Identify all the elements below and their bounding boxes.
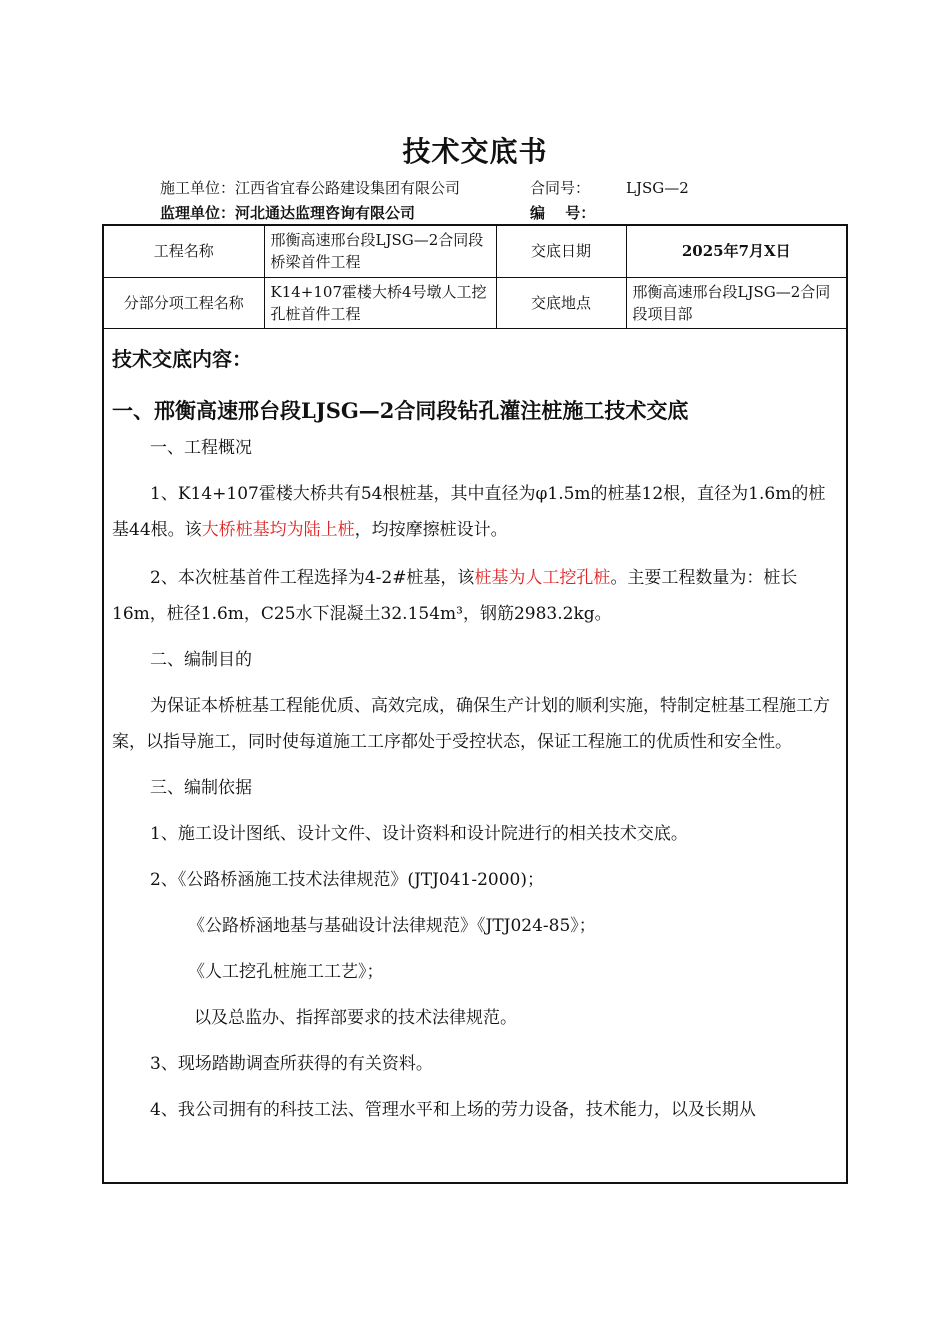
document-title: 技术交底书 [402, 135, 548, 168]
construction-unit-line [160, 177, 460, 198]
project-name-label: 工程名称 [104, 226, 264, 277]
info-table [104, 226, 846, 329]
paragraph: 1、施工设计图纸、设计文件、设计资料和设计院进行的相关技术交底。 [150, 824, 688, 844]
paragraph: 4、我公司拥有的科技工法、管理水平和上场的劳力设备，技术能力，以及长期从 [150, 1100, 756, 1120]
paragraph: 《人工挖孔桩施工工艺》； [188, 962, 384, 982]
number-line [530, 202, 595, 223]
paragraph: 为保证本桥桩基工程能优质、高效完成，确保生产计划的顺利实施，特制定桩基工程施工方案，以指导施工，同时使每道施工工序都处于受控状态，保证工程施工的优质性和安全性。 [112, 696, 830, 752]
supervision-unit-line [160, 202, 415, 223]
paragraph [112, 560, 840, 632]
project-name-value: 邢衡高速邢台段LJSG—2合同段桥梁首件工程 [264, 226, 496, 277]
paragraph [112, 476, 840, 548]
section-title-basis: 三、编制依据 [150, 778, 252, 798]
contract-value: LJSG—2 [626, 179, 689, 197]
number-label: 编 号： [530, 204, 596, 222]
paragraph-text: ，均按摩擦桩设计。 [354, 520, 508, 540]
paragraph: 2、《公路桥涵施工技术法律规范》(JTJ041-2000)； [150, 870, 545, 890]
paragraph-text: 2、本次桩基首件工程选择为4-2#桩基，该 [150, 568, 475, 588]
paragraph: 《公路桥涵地基与基础设计法律规范》《JTJ024-85》； [188, 916, 596, 936]
location-label: 交底地点 [496, 277, 626, 328]
section-title-overview: 一、工程概况 [150, 438, 252, 458]
location-value: 邢衡高速邢台段LJSG—2合同段项目部 [626, 277, 846, 328]
main-title: 一、邢衡高速邢台段LJSG—2合同段钻孔灌注桩施工技术交底 [112, 398, 689, 423]
disclosure-form [102, 224, 848, 1184]
table-row [104, 277, 846, 328]
paragraph: 3、现场踏勘调查所获得的有关资料。 [150, 1054, 433, 1074]
supervision-unit-label: 监理单位： [160, 204, 236, 222]
disclosure-content [112, 344, 840, 1128]
paragraph: 以及总监办、指挥部要求的技术法律规范。 [194, 1008, 517, 1028]
contract-label: 合同号： [530, 179, 591, 197]
content-heading: 技术交底内容： [112, 347, 252, 371]
date-value: 2025年7月X日 [626, 226, 846, 277]
supervision-unit-value: 河北通达监理咨询有限公司 [235, 204, 416, 222]
contract-line [530, 177, 689, 198]
highlight-text: 大桥桩基均为陆上桩 [201, 520, 355, 540]
paragraph-text: 1、K14+107霍楼大桥共有54根桩基，其中直径为φ1.5m的桩基12根，直径为1.6m的桩基44根。该 [112, 484, 826, 540]
subproject-label: 分部分项工程名称 [104, 277, 264, 328]
construction-unit-value: 江西省宜春公路建设集团有限公司 [235, 179, 461, 197]
section-title-purpose: 二、编制目的 [150, 650, 252, 670]
construction-unit-label: 施工单位： [160, 179, 236, 197]
paragraph-text: 。主要工程数量为：桩长16m，桩径1.6m，C25水下混凝土32.154m³，钢筋2983.2kg。 [112, 568, 798, 624]
table-row [104, 226, 846, 277]
subproject-value: K14+107霍楼大桥4号墩人工挖孔桩首件工程 [264, 277, 496, 328]
highlight-text: 桩基为人工挖孔桩 [474, 568, 611, 588]
date-label: 交底日期 [496, 226, 626, 277]
